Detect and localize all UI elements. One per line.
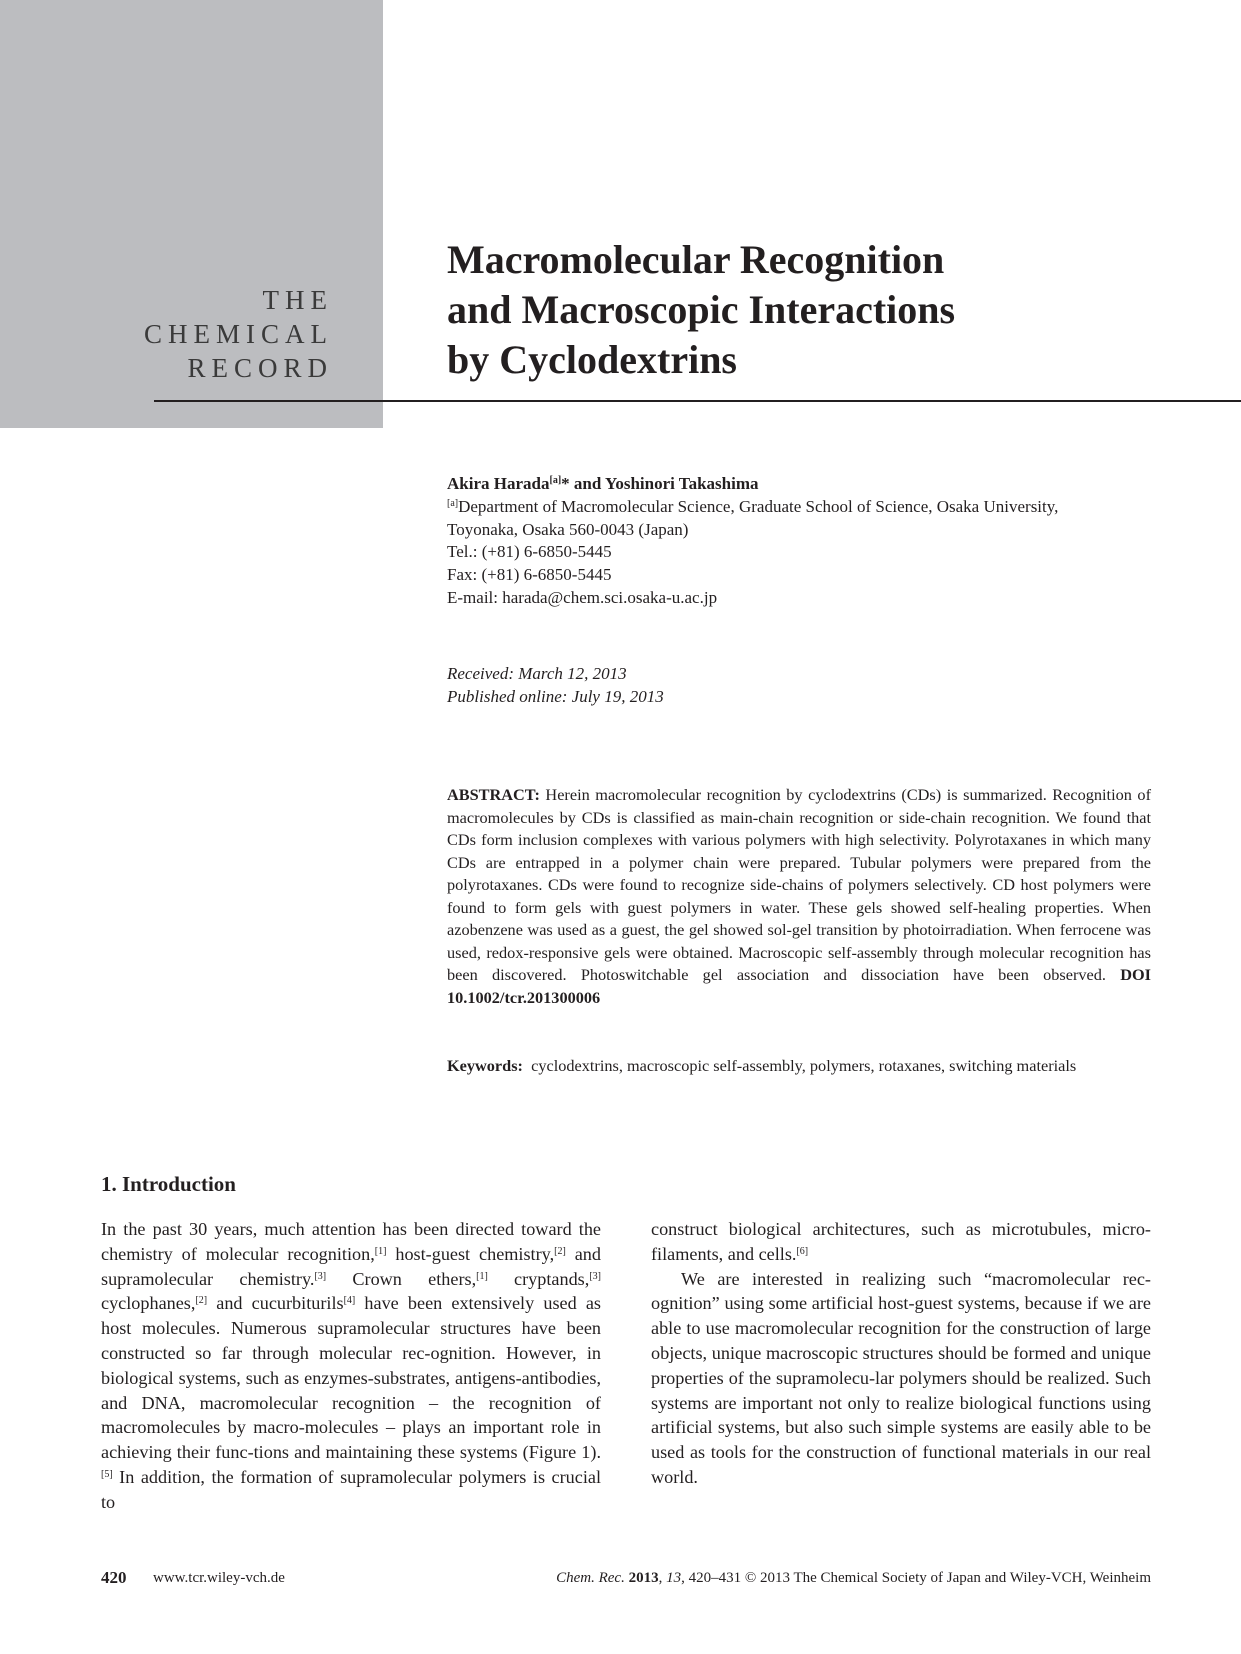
text-run: construct biological architectures, such as microtubules, micro-filaments, and cells. [651,1219,1151,1264]
citation [556,1570,1151,1587]
copyright: © 2013 The Chemical Society of Japan and Wiley-VCH, Weinheim [741,1570,1151,1586]
fax: Fax: (+81) 6-6850-5445 [447,565,612,585]
journal-name-line: RECORD [187,353,333,383]
affiliation-line: Department of Macromolecular Science, Graduate School of Science, Osaka University, [458,496,1059,516]
article-dates [447,662,664,708]
reference: [4] [343,1295,356,1307]
title-rule [154,400,1241,402]
citation-separator: , [658,1570,667,1586]
intro-paragraph [651,1217,1151,1267]
text-run: cyclophanes, [101,1293,196,1314]
citation-pages: , 420–431 [681,1570,742,1586]
journal-website: www.tcr.wiley-vch.de [153,1570,285,1586]
text-run: and cucurbiturils [207,1293,344,1314]
title-line: by Cyclodextrins [447,337,737,382]
keywords [447,1056,1076,1076]
received-date: Received: March 12, 2013 [447,664,627,683]
reference: [6] [796,1245,809,1257]
author-joiner: and [569,474,605,493]
email: E-mail: harada@chem.sci.osaka-u.ac.jp [447,587,718,607]
published-date: Published online: July 19, 2013 [447,687,664,706]
affiliation-marker: [a] [447,497,459,509]
affiliation-line: Toyonaka, Osaka 560-0043 (Japan) [447,519,689,539]
citation-volume: 13 [666,1570,682,1586]
doi: DOI 10.1002/tcr.201300006 [447,965,1151,1007]
intro-paragraph [101,1217,601,1515]
journal-name [144,283,333,385]
affiliation-marker: [a] [549,475,562,486]
author-name: Akira Harada [447,474,550,493]
abstract [447,784,1151,1009]
telephone: Tel.: (+81) 6-6850-5445 [447,542,612,562]
keywords-text: cyclodextrins, macroscopic self-assembly, polymers, rotaxanes, switching materials [531,1056,1077,1075]
keywords-label: Keywords: [447,1056,523,1075]
title-line: Macromolecular Recognition [447,237,945,282]
reference: [1] [374,1245,387,1257]
text-run: cryptands, [487,1268,590,1289]
text-run: In addition, the formation of supramolecular polymers is crucial to [101,1466,601,1512]
page-footer [101,1570,1151,1594]
text-run: have been extensively used as host molecules. Numerous supramolecular structures have been constructed so far through molecular rec-ognition. However, in biological systems, such as enzymes-substrates, antigens-antibodies, and DNA, macromolecular recognition – the recognition of macromolecules by macro-molecules – plays an important role in achieving their func-tions and maintaining these systems (Figure 1). [101,1293,601,1463]
reference: [3] [589,1270,601,1282]
author-name: Yoshinori Takashima [604,474,759,493]
reference: [3] [314,1270,327,1282]
abstract-text: Herein macromolecular recognition by cyclodextrins (CDs) is summarized. Recognition of macromolecules by CDs is classified as main-chain recognition or side-chain recognition. We found that CDs form inclusion complexes with various polymers with high selectivity. Polyrotaxanes in which many CDs are entrapped in a polymer chain were prepared. Tubular polymers were prepared from the polyrotaxanes. CDs were found to recognize side-chains of polymers selectively. CD host polymers were found to form gels with guest polymers in water. These gels showed self-healing properties. When azobenzene was used as a guest, the gel showed sol-gel transition by photoirradiation. When ferrocene was used, redox-responsive gels were obtained. Macroscopic self-assembly through molecular recognition has been discovered. Photoswitchable gel association and dissociation have been observed. [447,785,1151,984]
journal-banner [0,0,383,428]
affiliation [447,496,1167,519]
title-line: and Macroscopic Interactions [447,287,956,332]
journal-name-line: CHEMICAL [144,319,333,349]
intro-column-right [651,1217,1151,1490]
text-run: In the past 30 years, much attention has been directed toward the chemistry of molecular recognition, [101,1219,601,1264]
author-info [447,473,1167,610]
page-number: 420 [101,1568,127,1587]
section-heading: 1. Introduction [101,1172,236,1196]
reference: [2] [195,1295,208,1307]
text-run: host-guest chemistry, [386,1243,555,1264]
author-list [447,473,1167,496]
reference: [5] [101,1468,113,1480]
intro-paragraph: We are interested in realizing such “macromolecular rec-ognition” using some artificial host-guest systems, because if we are able to use macromolecular recognition for the construction of large objects, unique macroscopic structures should be formed and unique properties of the supramolecu-lar polymers should be realized. Such systems are important not only to realize biological functions using artificial systems, but also such simple systems are easily able to be used as tools for the construction of functional materials in our real world. [651,1268,1151,1487]
article-title [447,235,1147,385]
text-run: and supramolecular chemistry. [101,1243,601,1289]
abstract-label: ABSTRACT: [447,785,540,804]
journal-name-line: THE [262,285,333,315]
journal-abbreviation: Chem. Rec. [556,1570,625,1586]
citation-year: 2013 [628,1570,659,1586]
text-run: Crown ethers, [326,1268,477,1289]
reference: [1] [476,1270,488,1282]
intro-column-left [101,1217,601,1515]
reference: [2] [554,1245,566,1257]
corresponding-marker: * [561,474,570,493]
